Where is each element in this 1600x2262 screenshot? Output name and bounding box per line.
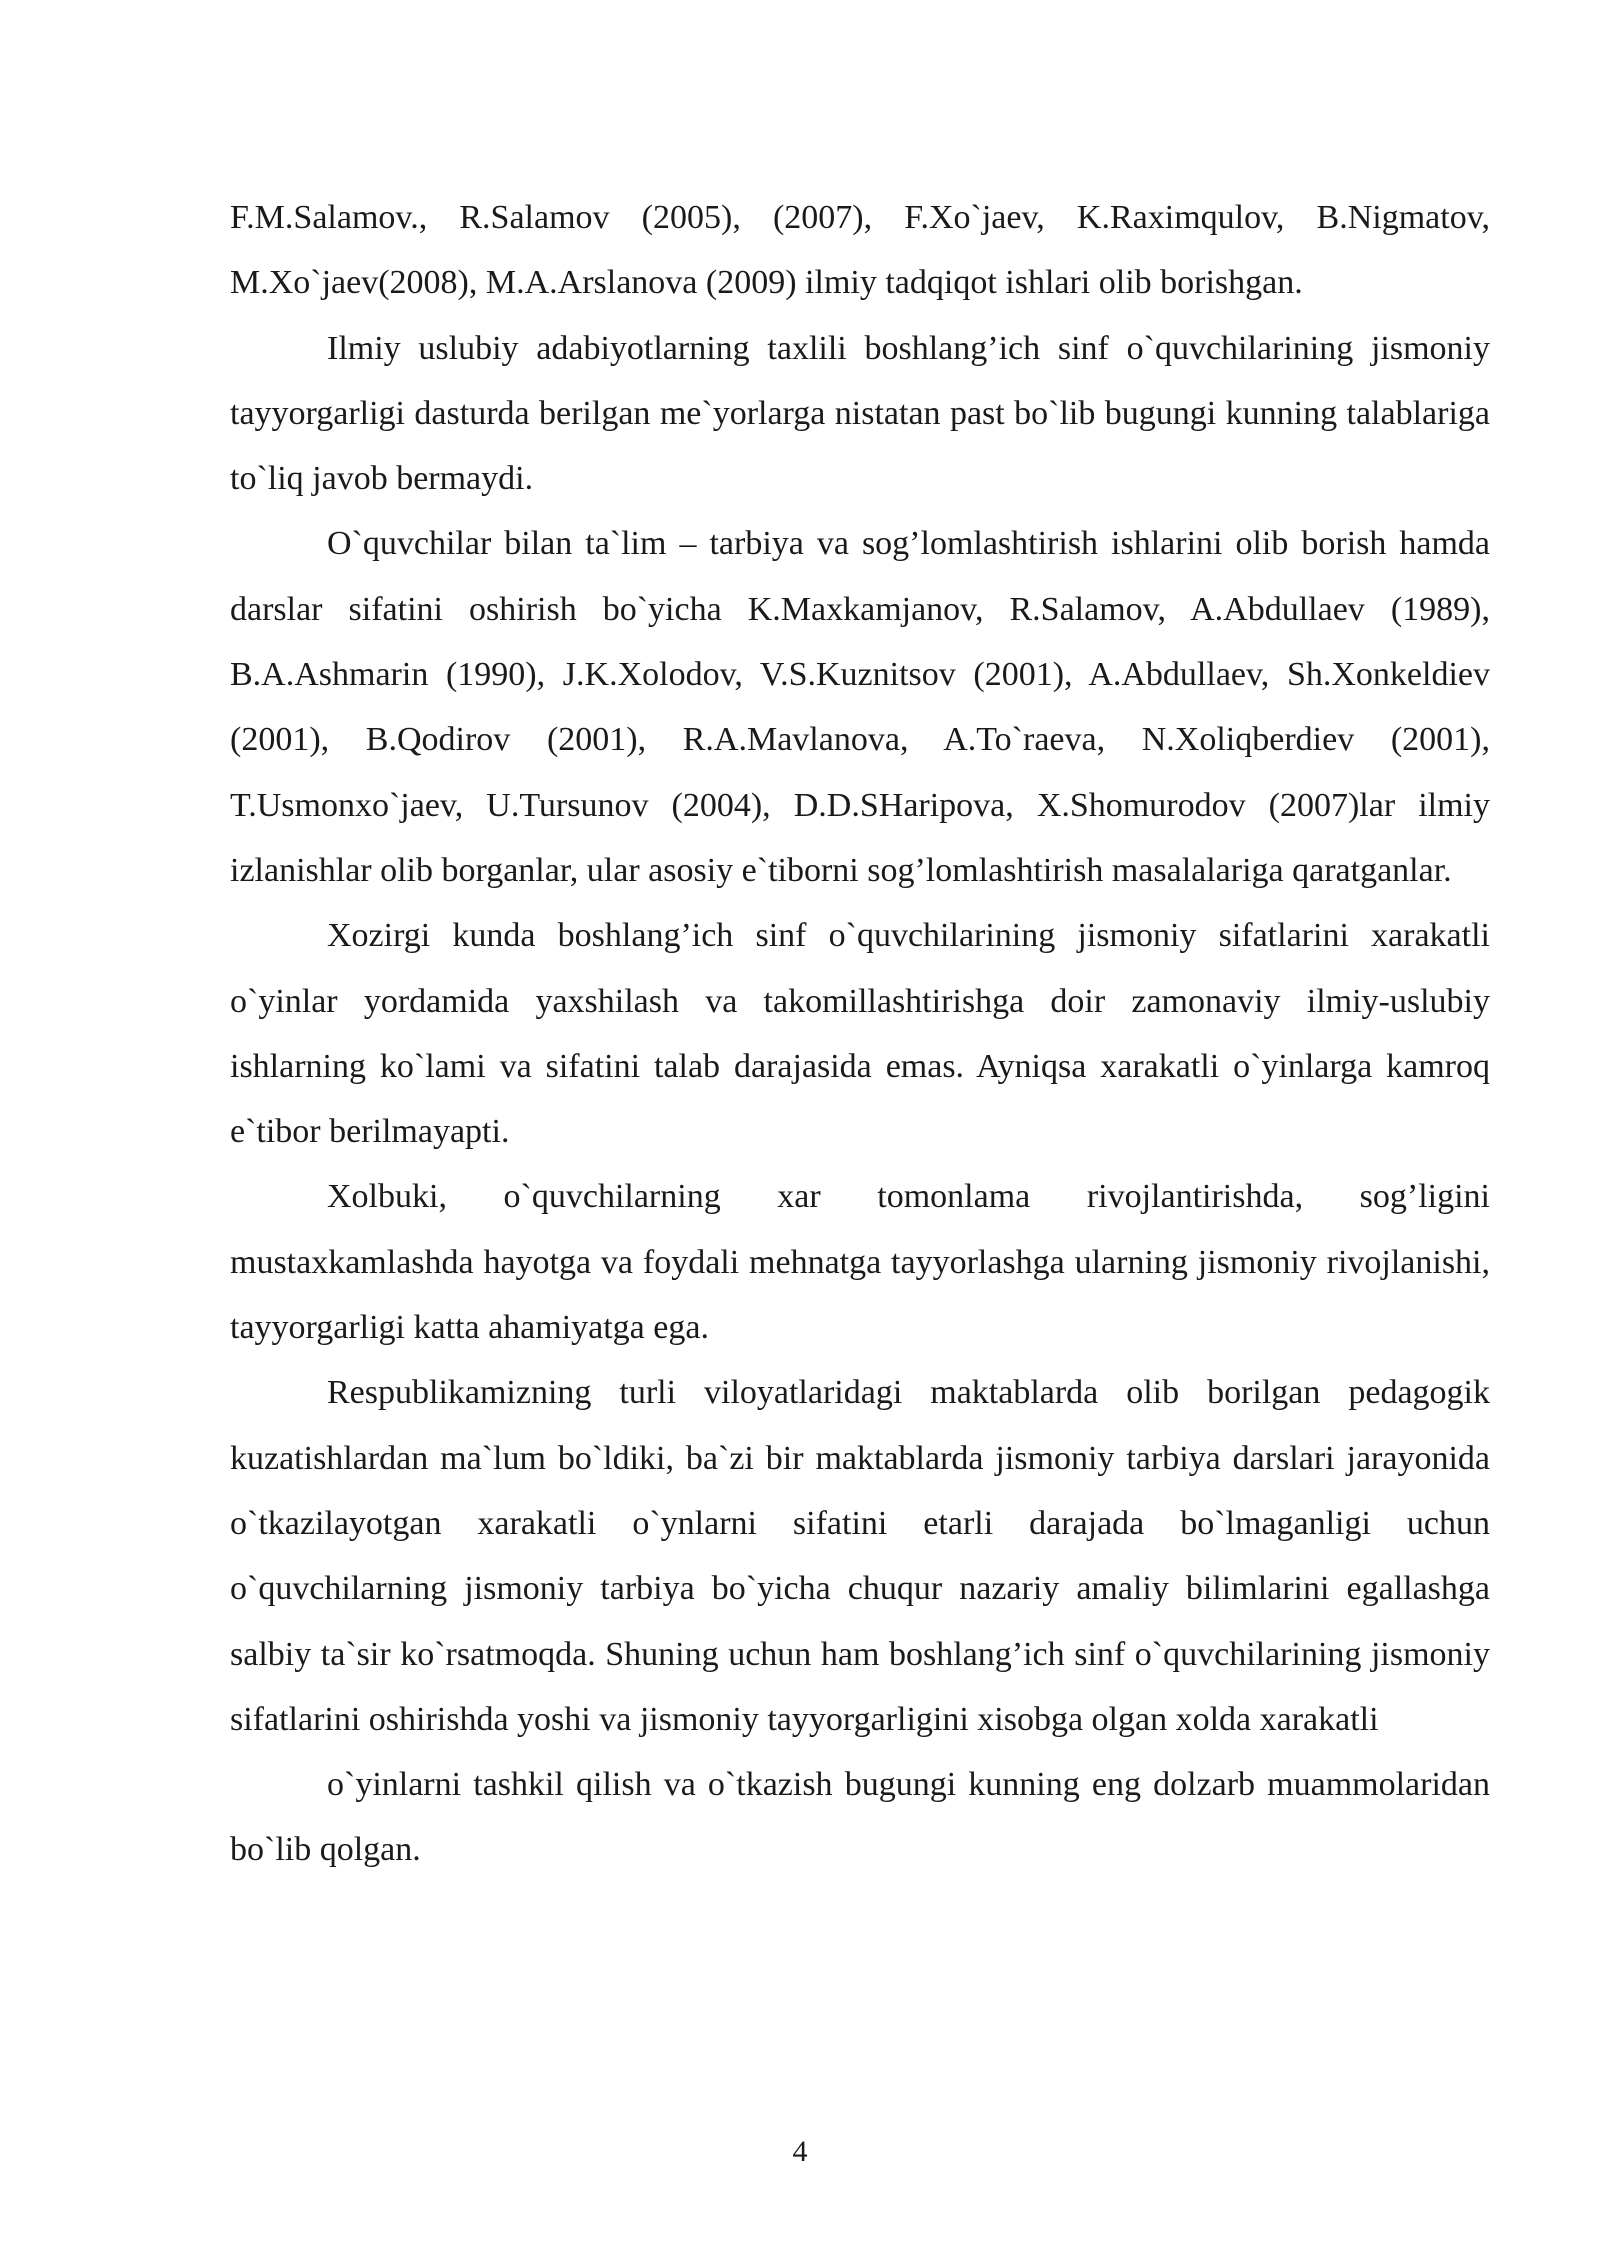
paragraph-3: O`quvchilar bilan ta`lim – tarbiya va sog’lomlashtirish ishlarini olib borish hamda darslar sifatini oshirish bo`yicha K.Maxkamjanov, R.Salamov, A.Abdullaev (1989), B.A.Ashmarin (1990), J.K.Xolodov, V.S.Kuznitsov (2001), A.Abdullaev, Sh.Xonkeldiev (2001), B.Qodirov (2001), R.A.Mavlanova, A.To`raeva, N.Xoliqberdiev (2001), T.Usmonxo`jaev, U.Tursunov (2004), D.D.SHaripova, X.Shomurodov (2007)lar ilmiy izlanishlar olib borganlar, ular asosiy e`tiborni sog’lomlashtirish masalalariga qaratganlar. <box>230 525 1490 889</box>
paragraph-6: Respublikamizning turli viloyatlaridagi maktablarda olib borilgan pedagogik kuzatishlardan ma`lum bo`ldiki, ba`zi bir maktablarda jismoniy tarbiya darslari jarayonida o`tkazilayotgan xarakatli o`ynlarni sifatini etarli darajada bo`lmaganligi uchun o`quvchilarning jismoniy tarbiya bo`yicha chuqur nazariy amaliy bilimlarini egallashga salbiy ta`sir ko`rsatmoqda. Shuning uchun ham boshlang’ich sinf o`quvchilarining jismoniy sifatlarini oshirishda yoshi va jismoniy tayyorgarligini xisobga olgan xolda xarakatli <box>230 1374 1490 1738</box>
paragraph-5: Xolbuki, o`quvchilarning xar tomonlama rivojlantirishda, sog’ligini mustaxkamlashda hayotga va foydali mehnatga tayyorlashga ularning jismoniy rivojlanishi, tayyorgarligi katta ahamiyatga ega. <box>230 1178 1490 1347</box>
paragraph-7: o`yinlarni tashkil qilish va o`tkazish bugungi kunning eng dolzarb muammolaridan bo`lib qolgan. <box>230 1766 1490 1869</box>
body-text <box>230 185 1490 1883</box>
paragraph-1: F.M.Salamov., R.Salamov (2005), (2007), F.Xo`jaev, K.Raximqulov, B.Nigmatov, M.Xo`jaev(2008), M.A.Arslanova (2009) ilmiy tadqiqot ishlari olib borishgan. <box>230 199 1490 302</box>
paragraph-2: Ilmiy uslubiy adabiyotlarning taxlili boshlang’ich sinf o`quvchilarining jismoniy tayyorgarligi dasturda berilgan me`yorlarga nistatan past bo`lib bugungi kunning talablariga to`liq javob bermaydi. <box>230 329 1490 498</box>
page-number: 4 <box>792 2135 808 2168</box>
paragraph-4: Xozirgi kunda boshlang’ich sinf o`quvchilarining jismoniy sifatlarini xarakatli o`yinlar yordamida yaxshilash va takomillashtirishga doir zamonaviy ilmiy-uslubiy ishlarning ko`lami va sifatini talab darajasida emas. Ayniqsa xarakatli o`yinlarga kamroq e`tibor berilmayapti. <box>230 917 1490 1151</box>
